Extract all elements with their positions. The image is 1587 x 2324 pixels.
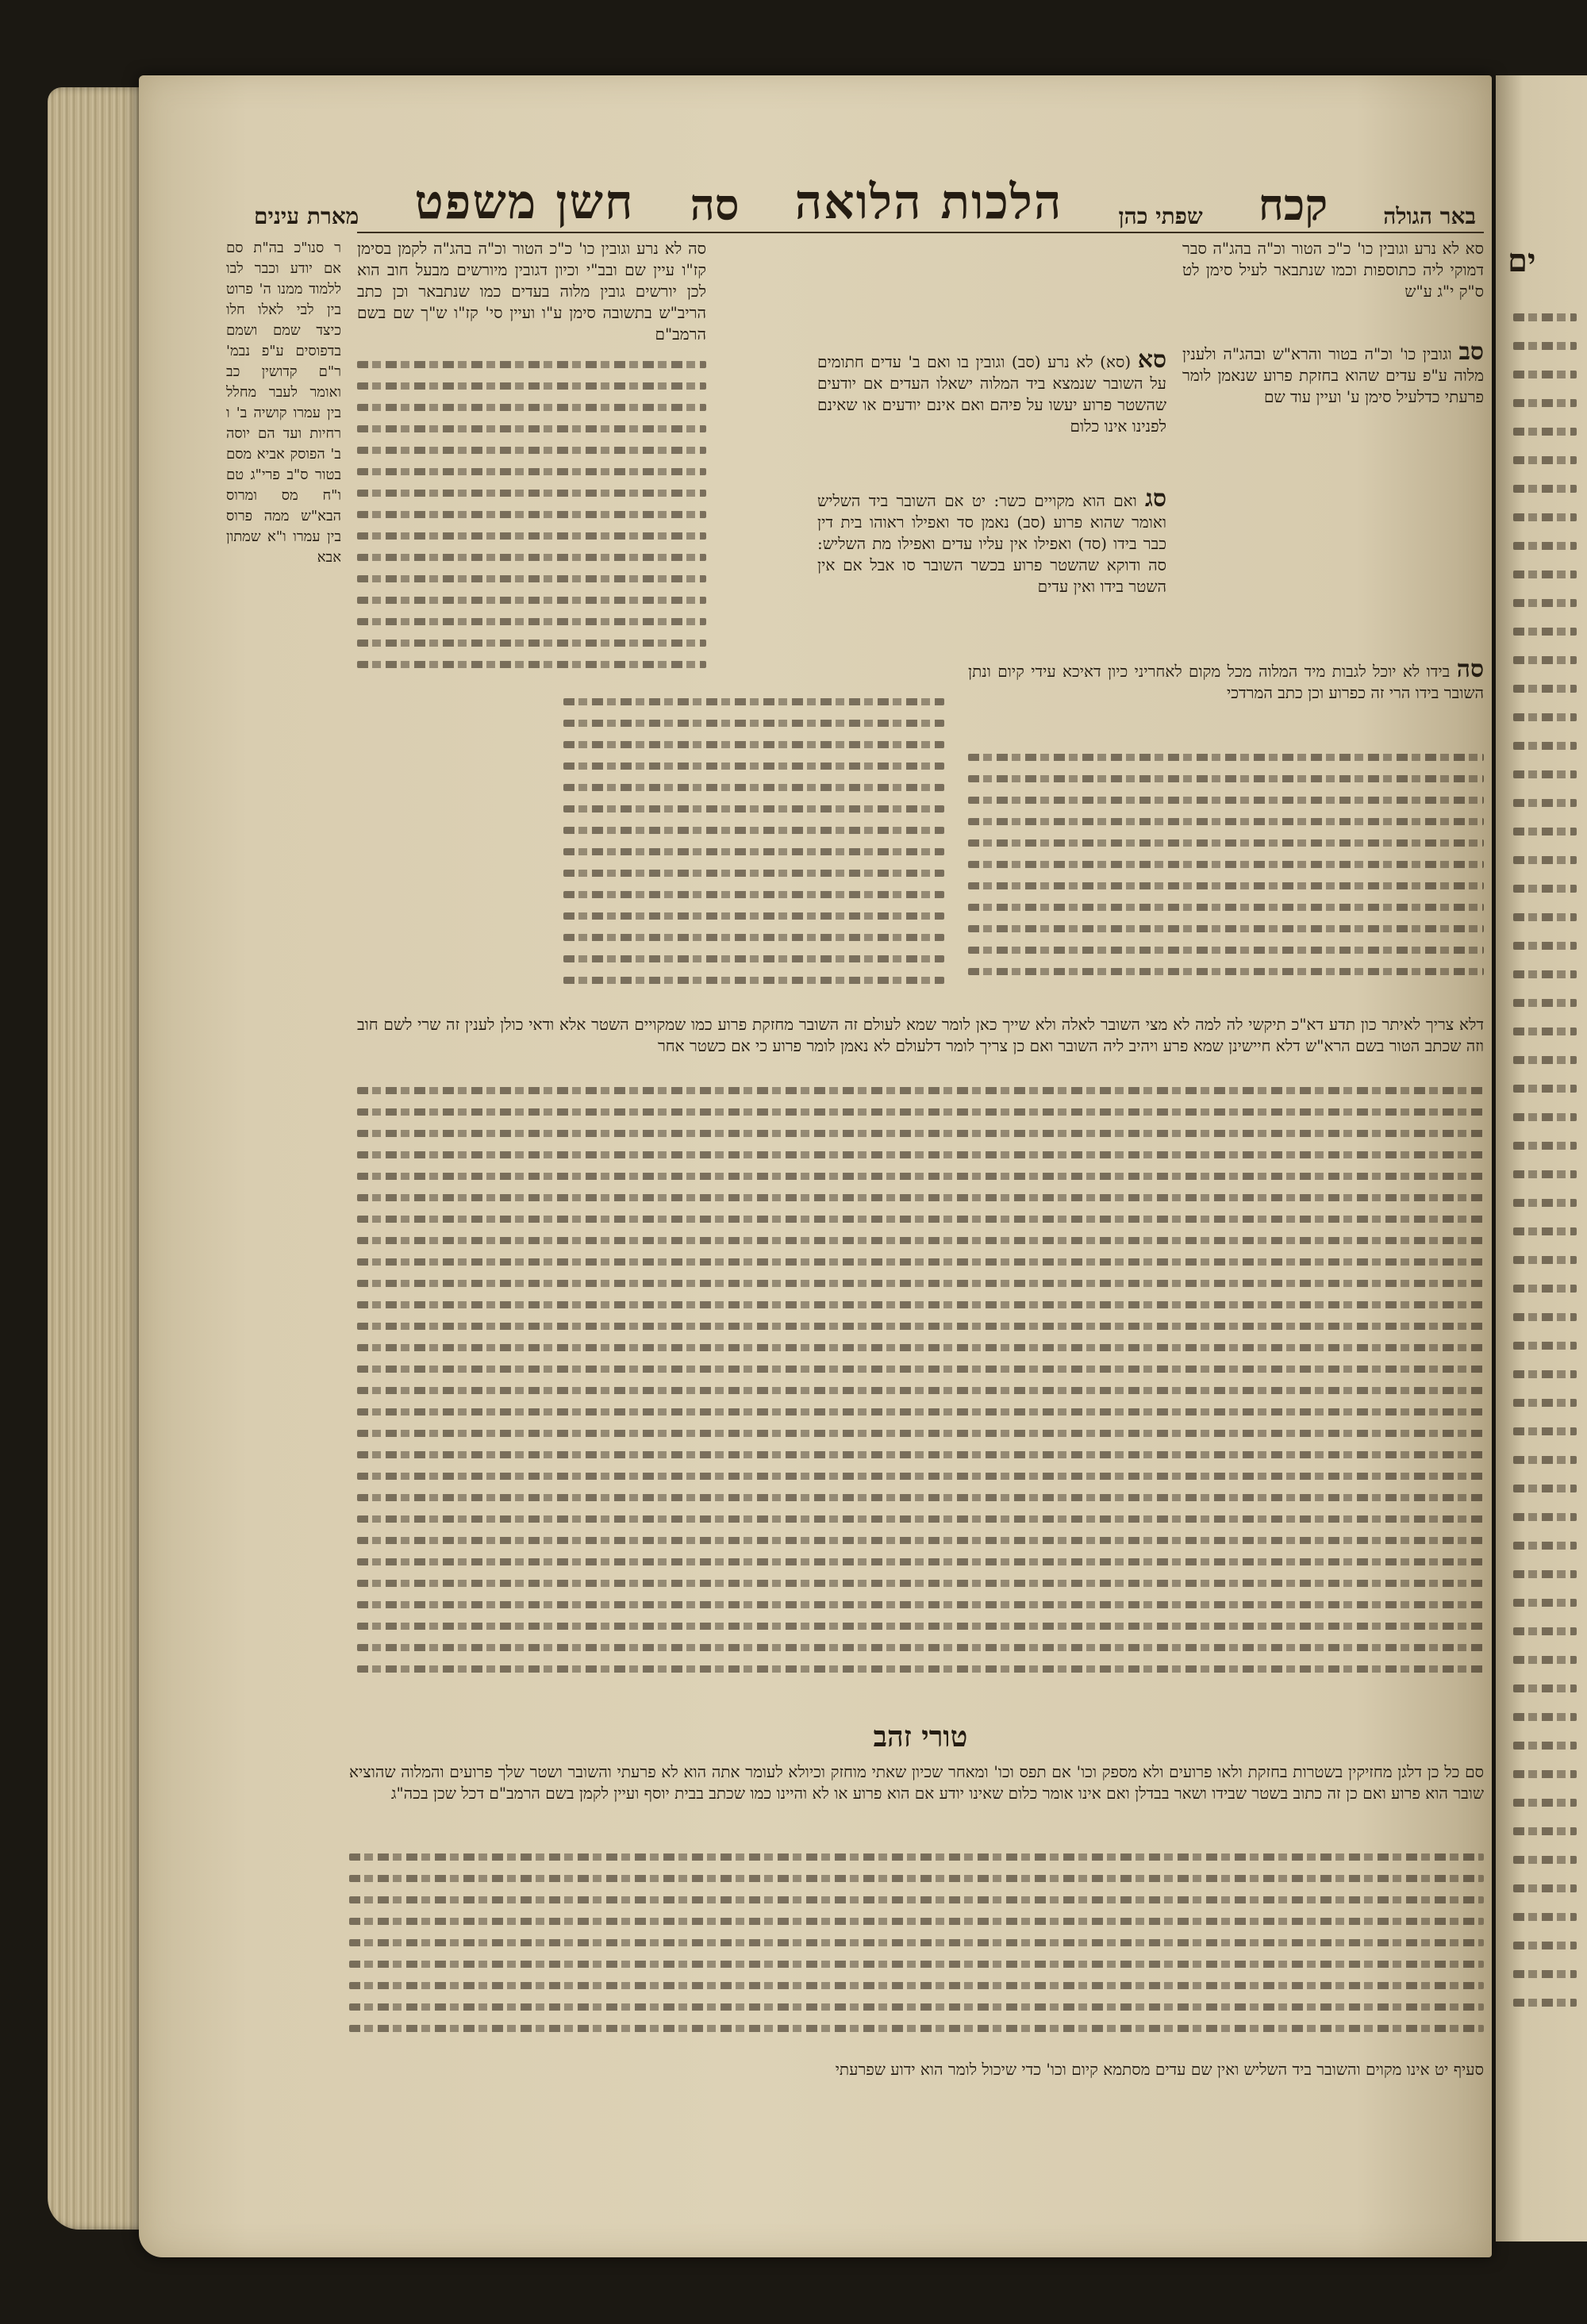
top-left-commentary: סה לא נרע וגובין כו' כ"כ הטור וכ"ה בהג"ה לקמן בסימן קז"ו עיין שם ובב"י וכיון דגובין מיורשים מבעל חוב הוא לכן יורשים גובין מלוה בעדים כמו שנתבאר וכן כתב הריב"ש בתשובה סימן ע"ו ועיין סי' קז"ו ש"ך שם בשם הרמב"ם <box>357 239 706 344</box>
adjacent-page-header: ים <box>1508 242 1536 279</box>
page-number: קכח <box>1258 179 1328 230</box>
main-text-b: ואם הוא מקויים כשר: יט אם השובר ביד השליש ואומר שהוא פרוע (סב) נאמן סד ואפילו ראוהו בית דין כבר בידו (סד) ואפילו אין עליו עדים ואפילו מת השליש: סה ודוקא שהשטר פרוע בכשר השובר סו אבל אם אין השטר בידו ואין עדים <box>817 491 1166 596</box>
tur-zahav-text: סם כל כן דלגן מחזיקין בשטרות בחזקת ולאו פרועים ולא מספק וכו' אם תפס וכו' ומאחר שכיון שאתי מוחזק וכיולא לעומר אתה הוא לא פרעתי והשובר ושטר שלך פרועים והמלוה שהוציא שובר הוא פרוע ואם כן זה כתוב בשטר שבידו ושאר בבדלן ואם אינו אומר כלום שאינו יודע אם הוא פרוע או לא והיינו כמו שכתב בבית יוסף ועיין לקמן בשם הרמב"ם דכל שכן בכה"ג <box>349 1762 1484 1803</box>
header-siman-number: סה <box>690 179 740 230</box>
header-left-title: מארת עינים <box>254 203 359 229</box>
adjacent-page-text-lines <box>1513 313 1577 2059</box>
main-text-block-a <box>817 349 1166 484</box>
header-rule <box>357 232 1484 233</box>
commentary-body-lines <box>968 754 1484 1008</box>
main-text-a: (סא) לא נרע (סב) וגובין בו ואם ב' עדים חתומים על השובר שנמצא ביד המלוה ישאלו העדים אם יודעים שהשטר פרוע יעשו על פיהם ואם אינם יודעים או שאינם לפנינו אינו כלום <box>817 352 1166 436</box>
header-section-title: הלכות הלואה <box>794 175 1063 230</box>
main-text-block-c <box>1182 341 1484 643</box>
adjacent-page <box>1496 75 1587 2241</box>
main-text-block-d <box>968 659 1484 746</box>
seif-marker-c: סב <box>1458 341 1484 366</box>
tur-zahav-title: טורי זהב <box>873 1720 968 1754</box>
running-header <box>254 159 1476 230</box>
header-commentary-title: שפתי כהן <box>1118 203 1203 229</box>
top-left-commentary-continuation <box>357 361 706 686</box>
header-margin-label: באר הגולה <box>1383 203 1476 229</box>
main-text-d: בידו לא יוכל לגבות מיד המלוה מכל מקום לאחריני כיון דאיכא עידי קיום ונתן השובר בידו הרי זה כפרוע וכן כתב המרדכי <box>968 662 1484 702</box>
header-main-title: חשן משפט <box>414 175 635 230</box>
top-right-commentary: סא לא נרע וגובין כו' כ"כ הטור וכ"ה בהג"ה סבר דמוקי ליה כתוספות וכמו שנתבאר לעיל סימן לט ס"ק י"ג ע"ש <box>1182 239 1484 301</box>
commentary-middle-lines <box>563 698 944 1008</box>
tur-zahav-lines <box>349 1853 1484 2052</box>
seif-marker-a: סא <box>1137 349 1166 374</box>
lower-commentary-text: דלא צריך לאיתר כון תדע דא"כ תיקשי לה למה לא מצי השובר לאלה ולא שייך כאן לומר שמא לעולם זה השובר מחזקת פרוע כמו שמקויים השטר אלא ודאי כולן לענין זה שרי לשם חוב וזה שכתב הטור בשם הרא"ש דלא חיישינן שמא פרע ויהיב ליה השובר ואם כן צריך לומר דלעולם לא נאמן לומר פרוע כי אם כשטר אחר <box>357 1015 1484 1055</box>
margin-sources: ר סנו"כ בה"ת סם אם יודע וכבר לבו ללמוד ממנו ה' פרוט בין לבי לאלו חלו כיצד שמם ושמם בדפוסים ע"פ נבמ' ר"ם קדושין כב ואומר לעבר מחלל בין עמרו קושיה ב' ו רחיות ועד הם יוסה ב' הפוסק אביא מסם בטור ס"ב פרי"ג טם ו"ח מס ומרוס הבא"ש ממה פרוס בין עמרו ו"א שמתון אבא <box>226 240 341 566</box>
seif-marker-b: סג <box>1145 488 1166 513</box>
main-text-block-b <box>817 488 1166 623</box>
main-text-c: וגובין כו' וכ"ה בטור והרא"ש ובהג"ה ולענין מלוה ע"פ עדים שהוא בחזקת פרוע שנאמן לומר פרעתי כדלעיל סימן ע' ועיין עוד שם <box>1182 344 1484 406</box>
lower-commentary-lines <box>357 1087 1484 1706</box>
seif-marker-d: סה <box>1456 659 1484 683</box>
tur-zahav-final-note: סעיף יט אינו מקוים והשובר ביד השליש ואין שם עדים מסתמא קיום וכו' כדי שיכול לומר הוא ידוע שפרעתי <box>835 2060 1484 2079</box>
